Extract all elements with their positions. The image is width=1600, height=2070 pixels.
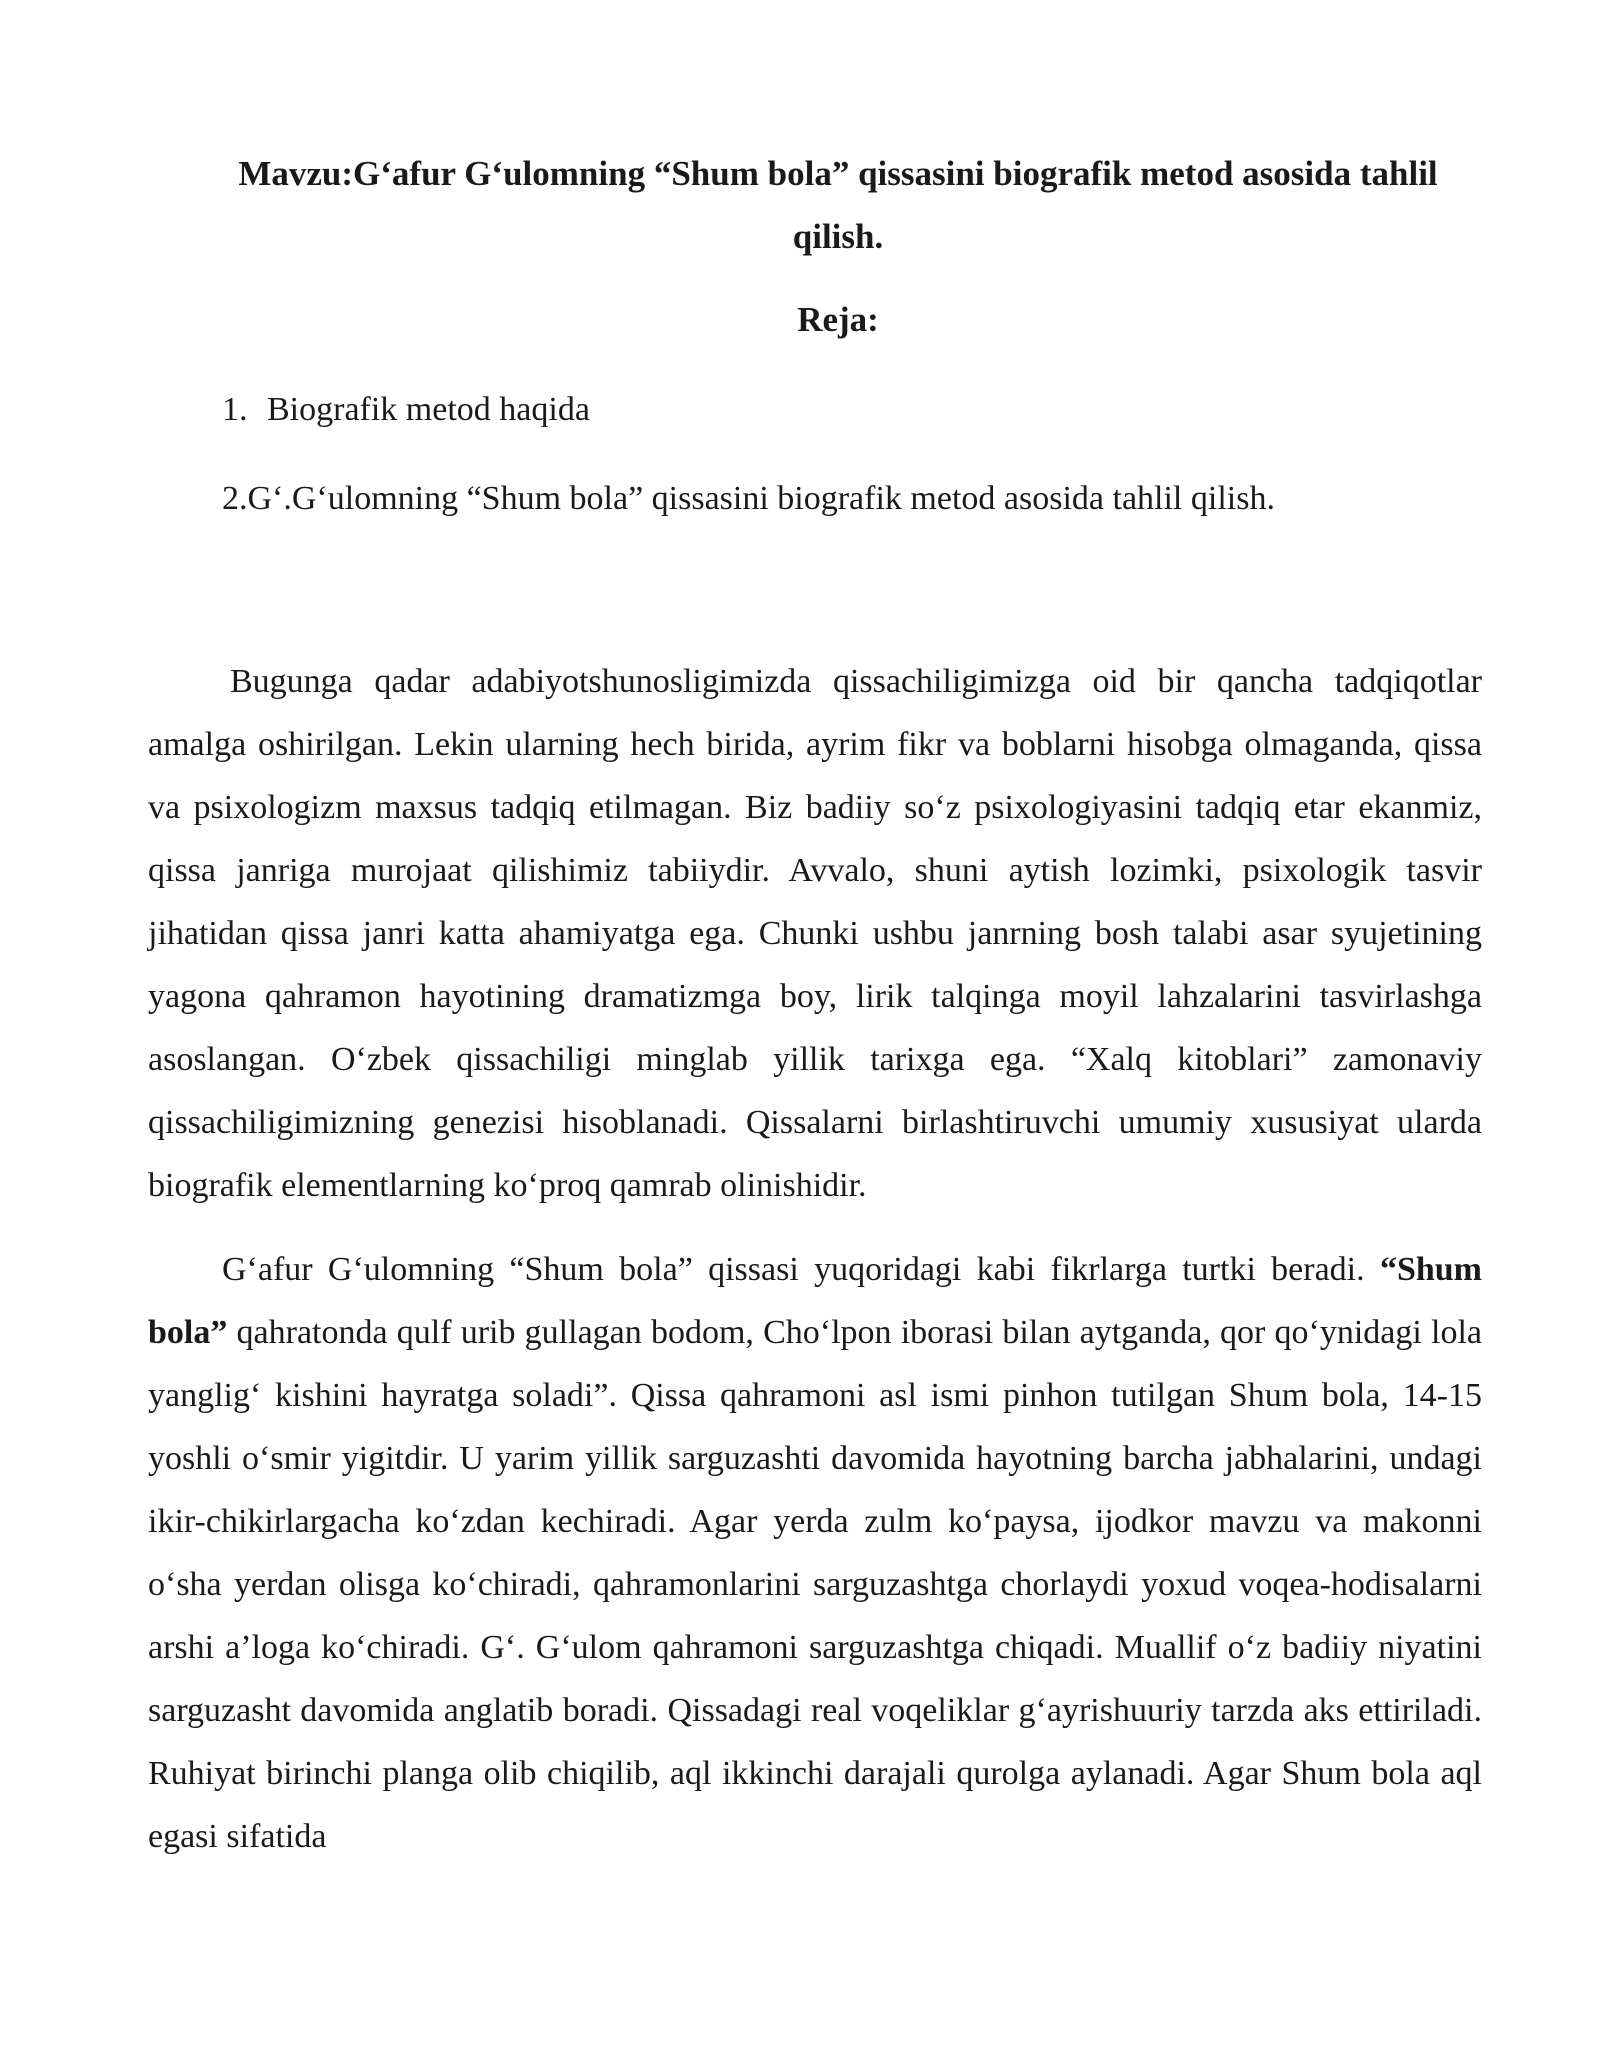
body-paragraph-2 <box>148 1238 1482 1868</box>
plan-heading: Reja: <box>797 300 879 339</box>
plan-item-text: 2.G‘.G‘ulomning “Shum bola” qissasini biografik metod asosida tahlil qilish. <box>222 480 1275 517</box>
plan-item-2 <box>222 474 1275 524</box>
paragraph-2-rest: qahratonda qulf urib gullagan bodom, Cho‘lpon iborasi bilan aytganda, qor qo‘ynidagi lola yanglig‘ kishini hayratga soladi”. Qissa qahramoni asl ismi pinhon tutilgan Shum bola, 14-15 yoshli o‘smir yigitdir. U yarim yillik sarguzashti davomida hayotning barcha jabhalarini, undagi ikir-chikirlargacha ko‘zdan kechiradi. Agar yerda zulm ko‘paysa, ijodkor mavzu va makonni o‘sha yerdan olisga ko‘chiradi, qahramonlarini sarguzashtga chorlaydi yoxud voqea-hodisalarni arshi a’loga ko‘chiradi. G‘. G‘ulom qahramoni sarguzashtga chiqadi. Muallif o‘z badiiy niyatini sarguzasht davomida anglatib boradi. Qissadagi real voqeliklar g‘ayrishuuriy tarzda aks ettiriladi. Ruhiyat birinchi planga olib chiqilib, aql ikkinchi darajali qurolga aylanadi. Agar Shum bola aql egasi sifatida <box>148 1314 1482 1855</box>
body-paragraph-1: Bugunga qadar adabiyotshunosligimizda qissachiligimizga oid bir qancha tadqiqotlar amalga oshirilgan. Lekin ularning hech birida, ayrim fikr va boblarni hisobga olmaganda, qissa va psixologizm maxsus tadqiq etilmagan. Biz badiiy so‘z psixologiyasini tadqiq etar ekanmiz, qissa janriga murojaat qilishimiz tabiiydir. Avvalo, shuni aytish lozimki, psixologik tasvir jihatidan qissa janri katta ahamiyatga ega. Chunki ushbu janrning bosh talabi asar syujetining yagona qahramon hayotining dramatizmga boy, lirik talqinga moyil lahzalarini tasvirlashga asoslangan. O‘zbek qissachiligi minglab yillik tarixga ega. “Xalq kitoblari” zamonaviy qissachiligimizning genezisi hisoblanadi. Qissalarni birlashtiruvchi umumiy xususiyat ularda biografik elementlarning ko‘proq qamrab olinishidir. <box>148 663 1482 1204</box>
paragraph-2-bold-title: “Shum bola” <box>148 1251 1482 1351</box>
plan-item-text: Biografik metod haqida <box>267 391 590 428</box>
plan-item-1 <box>222 385 590 435</box>
document-title: Mavzu:G‘afur G‘ulomning “Shum bola” qissasini biografik metod asosida tahlil qilish. <box>238 154 1438 256</box>
paragraph-2-lead: G‘afur G‘ulomning “Shum bola” qissasi yuqoridagi kabi fikrlarga turtki beradi. <box>222 1251 1365 1288</box>
plan-item-number: 1. <box>222 391 248 428</box>
